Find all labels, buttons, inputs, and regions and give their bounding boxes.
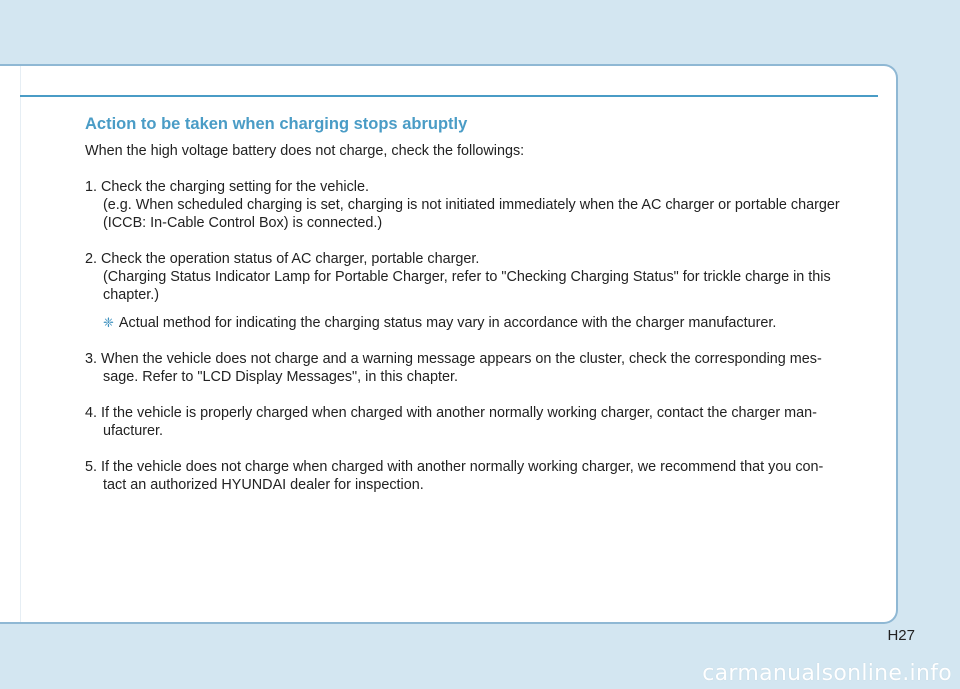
list-item-text: 4. If the vehicle is properly charged when charged with another normally working charger, contact the charger man- [85, 405, 817, 421]
content-panel [0, 64, 898, 624]
note-text: Actual method for indicating the charging status may vary in accordance with the charger manufacturer. [118, 315, 777, 331]
section-rule [20, 95, 878, 97]
watermark: carmanualsonline.info [702, 661, 952, 686]
list-item-continuation: (e.g. When scheduled charging is set, charging is not initiated immediately when the AC charger or portable charger (ICCB: In-Cable Control Box) is connected.) [103, 197, 840, 231]
asterism-icon: ❈ [103, 315, 114, 330]
intro-text: When the high voltage battery does not charge, check the followings: [85, 143, 525, 159]
list-item-3 [85, 350, 881, 386]
section-content [85, 114, 881, 512]
list-item-5 [85, 458, 881, 494]
list-item-text: 2. Check the operation status of AC charger, portable charger. [85, 251, 480, 267]
list-item-text: 5. If the vehicle does not charge when charged with another normally working charger, we recommend that you con- [85, 459, 824, 475]
list-item-text: 3. When the vehicle does not charge and a warning message appears on the cluster, check the corresponding mes- [85, 351, 822, 367]
list-item-2 [85, 250, 881, 332]
list-item-continuation: ufacturer. [103, 423, 163, 439]
margin-line [20, 66, 21, 622]
list-item-1 [85, 178, 881, 232]
list-item-continuation: sage. Refer to "LCD Display Messages", in this chapter. [103, 369, 458, 385]
list-item-4 [85, 404, 881, 440]
list-item-continuation: tact an authorized HYUNDAI dealer for inspection. [103, 477, 424, 493]
note [103, 314, 881, 332]
list-item-text: 1. Check the charging setting for the vehicle. [85, 179, 369, 195]
section-heading: Action to be taken when charging stops abruptly [85, 115, 468, 133]
page-number: H27 [887, 627, 915, 644]
list-item-continuation: (Charging Status Indicator Lamp for Portable Charger, refer to "Checking Charging Status" for trickle charge in this chapter.) [103, 269, 831, 303]
